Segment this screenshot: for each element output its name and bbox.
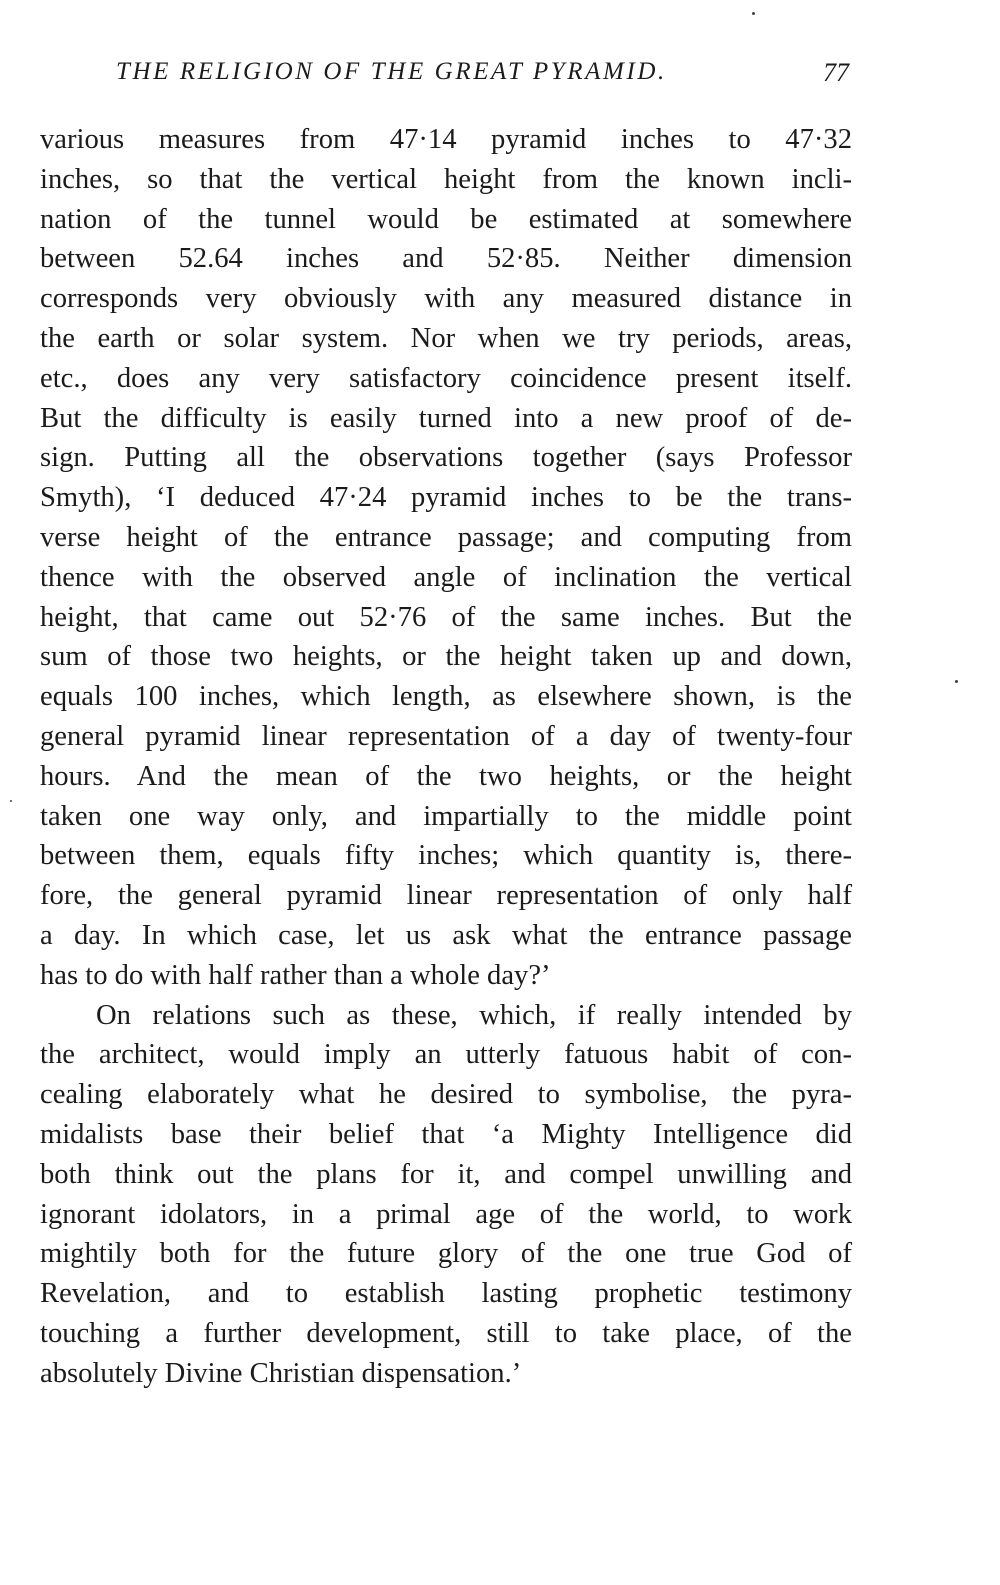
scan-speck bbox=[10, 800, 12, 802]
text-line: between 52.64 inches and 52·85. Neither dimension bbox=[40, 243, 852, 275]
text-line: the architect, would imply an utterly fatuous habit of con- bbox=[40, 1039, 852, 1071]
scan-speck bbox=[955, 680, 958, 683]
text-line: midalists base their belief that ‘a Mighty Intelligence did bbox=[40, 1118, 852, 1150]
text-line: absolutely Divine Christian dispensation.’ bbox=[40, 1357, 522, 1389]
text-line: Revelation, and to establish lasting prophetic testimony bbox=[40, 1278, 852, 1310]
text-line: mightily both for the future glory of the one true God of bbox=[40, 1238, 852, 1270]
body-text bbox=[40, 120, 852, 1394]
paragraph-1 bbox=[40, 120, 852, 996]
text-line: between them, equals fifty inches; which quantity is, there- bbox=[40, 840, 852, 872]
scan-speck bbox=[752, 12, 755, 15]
text-line: Smyth), ‘I deduced 47·24 pyramid inches to be the trans- bbox=[40, 482, 852, 514]
text-line: hours. And the mean of the two heights, or the height bbox=[40, 760, 852, 792]
text-line: height, that came out 52·76 of the same inches. But the bbox=[40, 601, 852, 633]
text-line: nation of the tunnel would be estimated at somewhere bbox=[40, 203, 852, 235]
text-line: taken one way only, and impartially to the middle point bbox=[40, 800, 852, 832]
text-line: sum of those two heights, or the height taken up and down, bbox=[40, 641, 852, 673]
text-line: general pyramid linear representation of a day of twenty-four bbox=[40, 720, 852, 752]
page-number: 77 bbox=[823, 58, 849, 87]
text-line: has to do with half rather than a whole day?’ bbox=[40, 959, 551, 991]
text-line: verse height of the entrance passage; and computing from bbox=[40, 521, 852, 553]
text-line: On relations such as these, which, if really intended by bbox=[96, 999, 852, 1031]
paragraph-2 bbox=[40, 996, 852, 1394]
running-head bbox=[116, 52, 851, 96]
text-line: corresponds very obviously with any measured distance in bbox=[40, 283, 852, 315]
text-line: ignorant idolators, in a primal age of the world, to work bbox=[40, 1198, 852, 1230]
text-line: touching a further development, still to take place, of the bbox=[40, 1317, 852, 1349]
text-line: etc., does any very satisfactory coincidence present itself. bbox=[40, 362, 852, 394]
text-line: the earth or solar system. Nor when we try periods, areas, bbox=[40, 322, 852, 354]
text-line: fore, the general pyramid linear representation of only half bbox=[40, 880, 852, 912]
text-line: thence with the observed angle of inclination the vertical bbox=[40, 561, 852, 593]
text-line: cealing elaborately what he desired to symbolise, the pyra- bbox=[40, 1079, 852, 1111]
text-line: inches, so that the vertical height from the known incli- bbox=[40, 163, 852, 195]
text-line: various measures from 47·14 pyramid inches to 47·32 bbox=[40, 124, 852, 155]
text-line: sign. Putting all the observations together (says Professor bbox=[40, 442, 852, 474]
running-title: THE RELIGION OF THE GREAT PYRAMID. bbox=[116, 58, 667, 85]
text-line: both think out the plans for it, and compel unwilling and bbox=[40, 1158, 852, 1190]
text-line: a day. In which case, let us ask what the entrance passage bbox=[40, 919, 852, 951]
text-line: equals 100 inches, which length, as elsewhere shown, is the bbox=[40, 681, 852, 713]
text-line: But the difficulty is easily turned into a new proof of de- bbox=[40, 402, 852, 434]
